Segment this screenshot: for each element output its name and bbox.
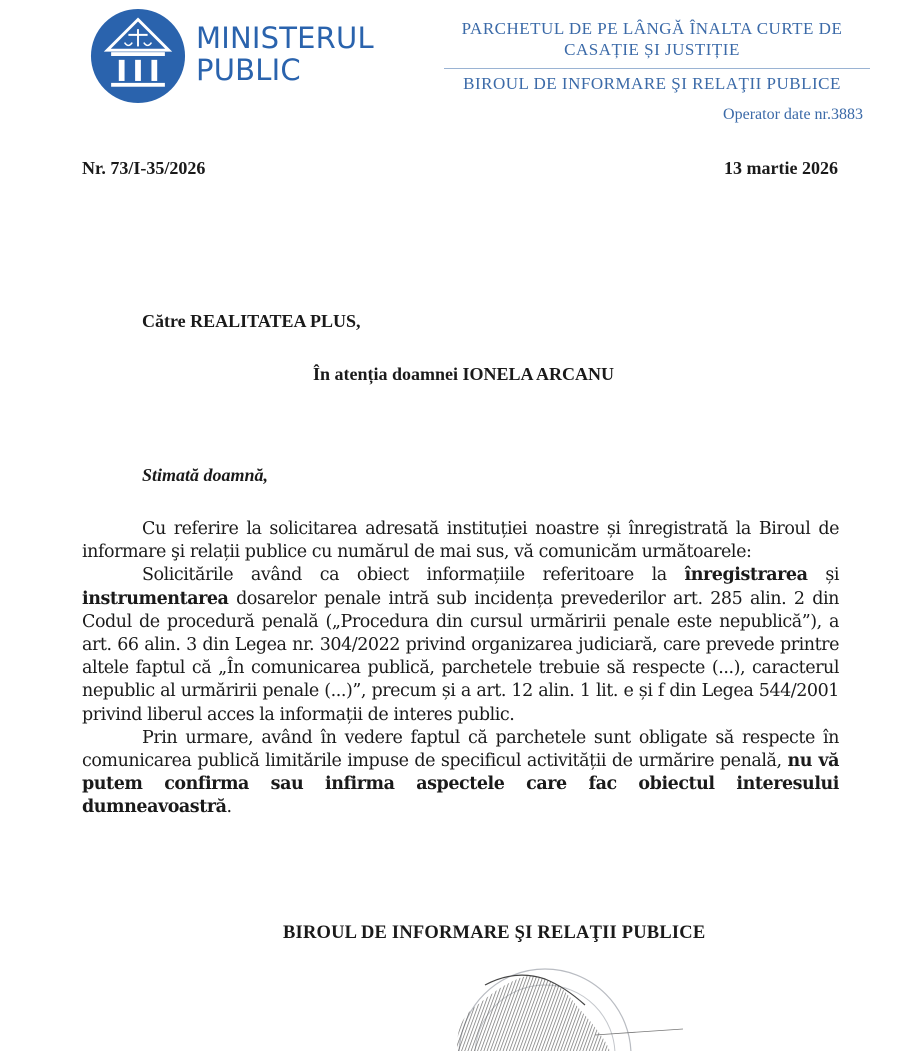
ministry-name-line2: PUBLIC xyxy=(196,53,301,87)
letter-body xyxy=(82,518,839,820)
ministry-name-line1: MINISTERUL xyxy=(196,21,374,55)
document-date: 13 martie 2026 xyxy=(724,158,838,178)
document-number: Nr. 73/I-35/2026 xyxy=(82,158,206,178)
attention-line: În atenția doamnei IONELA ARCANU xyxy=(313,364,615,384)
operator-number: Operator date nr.3883 xyxy=(723,106,863,123)
official-stamp xyxy=(445,955,685,1051)
ministry-logo xyxy=(90,8,186,104)
department-name: BIROUL DE INFORMARE ŞI RELAŢII PUBLICE xyxy=(463,74,841,93)
paragraph-2: Solicitările având ca obiect informațiile referitoare la înregistrarea și instrumentarea dosarelor penale intră sub incidența prevederilor art. 285 alin. 2 din Codul de procedură penală („Procedura din cursul urmăririi penale este nepublică”), a art. 66 alin. 3 din Legea nr. 304/2022 privind organizarea judiciară, care prevede printre altele faptul că „În comunicarea publică, parchetele trebuie să respecte (...), caracterul nepublic al urmăririi penale (...)”, precum și a art. 12 alin. 1 lit. e și f din Legea 544/2001 privind liberul acces la informații de interes public. xyxy=(82,565,839,725)
recipient: Către REALITATEA PLUS, xyxy=(142,311,361,331)
paragraph-1: Cu referire la solicitarea adresată instituției noastre și înregistrată la Biroul de informare şi relații publice cu numărul de mai sus, vă comunicăm următoarele: xyxy=(82,519,839,563)
institution-line1: PARCHETUL DE PE LÂNGĂ ÎNALTA CURTE DE xyxy=(461,19,843,38)
header-divider xyxy=(444,68,870,69)
signature-department: BIROUL DE INFORMARE ŞI RELAŢII PUBLICE xyxy=(283,923,706,943)
paragraph-3: Prin urmare, având în vedere faptul că parchetele sunt obligate să respecte în comunicarea publică limitările impuse de specificul activității de urmărire penală, nu vă putem confirma sau infirma aspectele care fac obiectul interesului dumneavoastră. xyxy=(82,727,839,818)
greeting: Stimată doamnă, xyxy=(142,465,269,485)
ministry-name xyxy=(196,22,374,86)
institution-line2: CASAȚIE ȘI JUSTIȚIE xyxy=(564,40,740,59)
